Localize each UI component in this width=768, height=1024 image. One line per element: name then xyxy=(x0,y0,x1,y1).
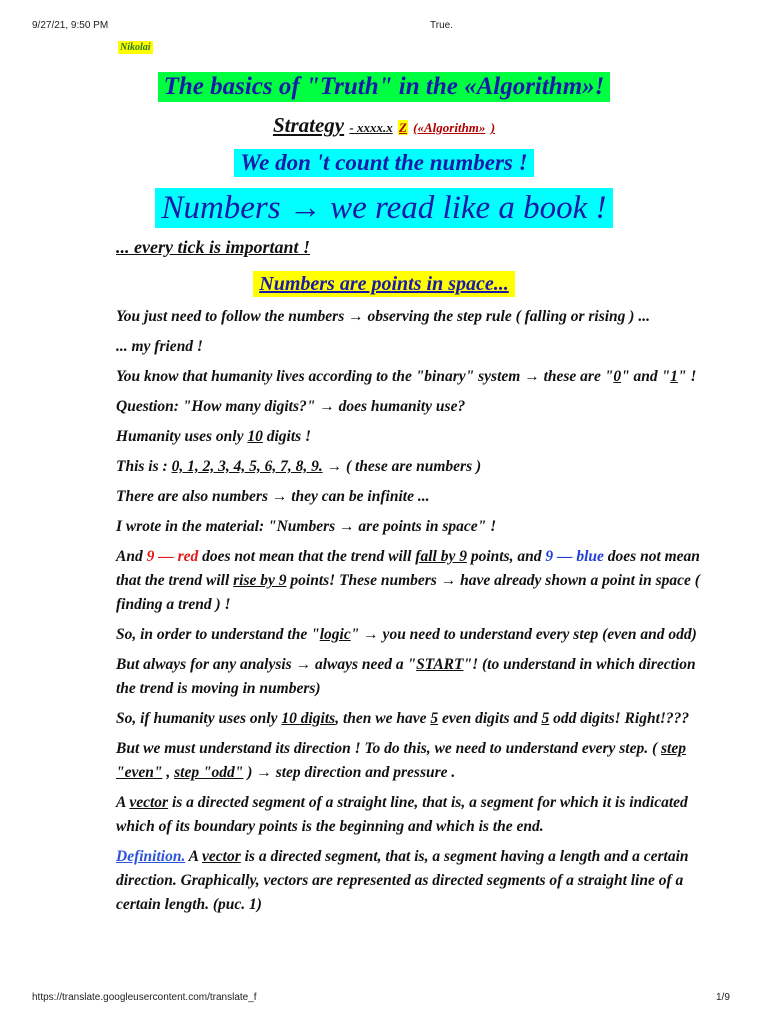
paragraph-ten-digits xyxy=(116,425,716,449)
count-heading: We don 't count the numbers ! xyxy=(234,149,533,177)
text: " ! xyxy=(677,368,697,385)
text: even digits and xyxy=(438,710,542,727)
text: This is : xyxy=(116,458,172,475)
paragraph-start xyxy=(116,653,716,701)
red-label: 9 — red xyxy=(146,548,199,565)
paragraph-binary xyxy=(116,365,716,389)
paragraph-question: Question: "How many digits?" → does humanity use? xyxy=(116,398,466,415)
tick-line: ... every tick is important ! xyxy=(116,237,310,257)
print-datetime: 9/27/21, 9:50 PM xyxy=(32,20,109,31)
count-row xyxy=(0,149,768,177)
strategy-line xyxy=(0,112,768,141)
text: odd digits! Right!??? xyxy=(549,710,690,727)
points-heading: Numbers are points in space... xyxy=(253,271,514,297)
print-title: True. xyxy=(430,20,453,31)
paragraph-even-odd xyxy=(116,707,716,731)
strategy-close: ) xyxy=(490,120,496,135)
digit-one: 1 xyxy=(670,368,678,385)
vector-word: vector xyxy=(129,794,169,811)
digit-list: 0, 1, 2, 3, 4, 5, 6, 7, 8, 9. xyxy=(171,458,323,475)
paragraph-definition xyxy=(116,845,716,917)
strategy-algorithm: «Algorithm» xyxy=(417,120,486,135)
author-badge: Nikolai xyxy=(120,42,151,53)
digit-zero: 0 xyxy=(613,368,622,385)
paragraph-follow: You just need to follow the numbers → observing the step rule ( falling or rising ) ... xyxy=(116,308,650,325)
text: digits ! xyxy=(262,428,312,445)
ten-number: 10 xyxy=(247,428,263,445)
five-even: 5 xyxy=(430,710,439,727)
page-title: The basics of "Truth" in the «Algorithm»! xyxy=(158,72,611,102)
step-odd: step "odd" xyxy=(174,764,244,781)
text: So, in order to understand the " xyxy=(116,626,320,643)
book-row xyxy=(0,188,768,228)
text: , then we have xyxy=(335,710,431,727)
page-number: 1/9 xyxy=(716,992,730,1003)
text: But always for any analysis → always need a " xyxy=(116,656,417,673)
strategy-code: - xxxx.x xyxy=(349,120,393,135)
text: " and " xyxy=(621,368,671,385)
text: " → you need to understand every step (even and odd) xyxy=(350,626,697,643)
text: So, if humanity uses only xyxy=(116,710,282,727)
fall-by-9: fall by 9 xyxy=(415,548,467,565)
body-text xyxy=(116,305,716,923)
strategy-open: ( xyxy=(413,120,418,135)
book-heading: Numbers → we read like a book ! xyxy=(155,188,612,228)
text: Humanity uses only xyxy=(116,428,248,445)
footer-url: https://translate.googleusercontent.com/translate_f xyxy=(32,992,257,1003)
text: ) → step direction and pressure . xyxy=(243,764,456,781)
text: points! These numbers → have already shown a point in space ( finding a trend ) ! xyxy=(116,572,700,613)
step-even: step "even" xyxy=(116,740,686,781)
paragraph-vector xyxy=(116,791,716,839)
text: points, and xyxy=(466,548,546,565)
text: A xyxy=(116,794,130,811)
points-row xyxy=(0,271,768,297)
paragraph-direction xyxy=(116,737,716,785)
blue-label: 9 — blue xyxy=(545,548,604,565)
text: → ( these are numbers ) xyxy=(322,458,482,475)
strategy-word: Strategy xyxy=(272,113,345,137)
ten-digits: 10 digits xyxy=(281,710,336,727)
start-word: START xyxy=(416,656,464,673)
text: But we must understand its direction ! To do this, we need to understand every step. ( xyxy=(116,740,661,757)
paragraph-red-blue xyxy=(116,545,716,617)
paragraph-infinite: There are also numbers → they can be infinite ... xyxy=(116,488,430,505)
logic-word: logic xyxy=(319,626,351,643)
text: You know that humanity lives according to the "binary" system → these are " xyxy=(116,368,614,385)
text: And xyxy=(116,548,147,565)
text: does not mean that the trend will xyxy=(116,548,700,589)
text: is a directed segment of a straight line, that is, a segment for which it is indicated which of its boundary points is the beginning and which is the end. xyxy=(116,794,688,835)
rise-by-9: rise by 9 xyxy=(233,572,287,589)
paragraph-logic xyxy=(116,623,716,647)
paragraph-friend: ... my friend ! xyxy=(116,338,203,355)
text: A xyxy=(185,848,202,865)
title-row xyxy=(0,72,768,102)
vector-word: vector xyxy=(202,848,241,865)
text: "! (to understand in which direction the trend is moving in numbers) xyxy=(116,656,696,697)
text: is a directed segment, that is, a segment having a length and a certain direction. Graphically, vectors are represented as directed segments of a straight line of a certain length. (puc. 1) xyxy=(116,848,689,913)
strategy-z: Z xyxy=(398,120,407,135)
definition-link[interactable]: Definition. xyxy=(116,848,186,865)
paragraph-digit-list xyxy=(116,455,716,479)
text: , xyxy=(162,764,175,781)
five-odd: 5 xyxy=(541,710,550,727)
text: does not mean that the trend will xyxy=(198,548,416,565)
paragraph-material: I wrote in the material: "Numbers → are points in space" ! xyxy=(116,518,497,535)
